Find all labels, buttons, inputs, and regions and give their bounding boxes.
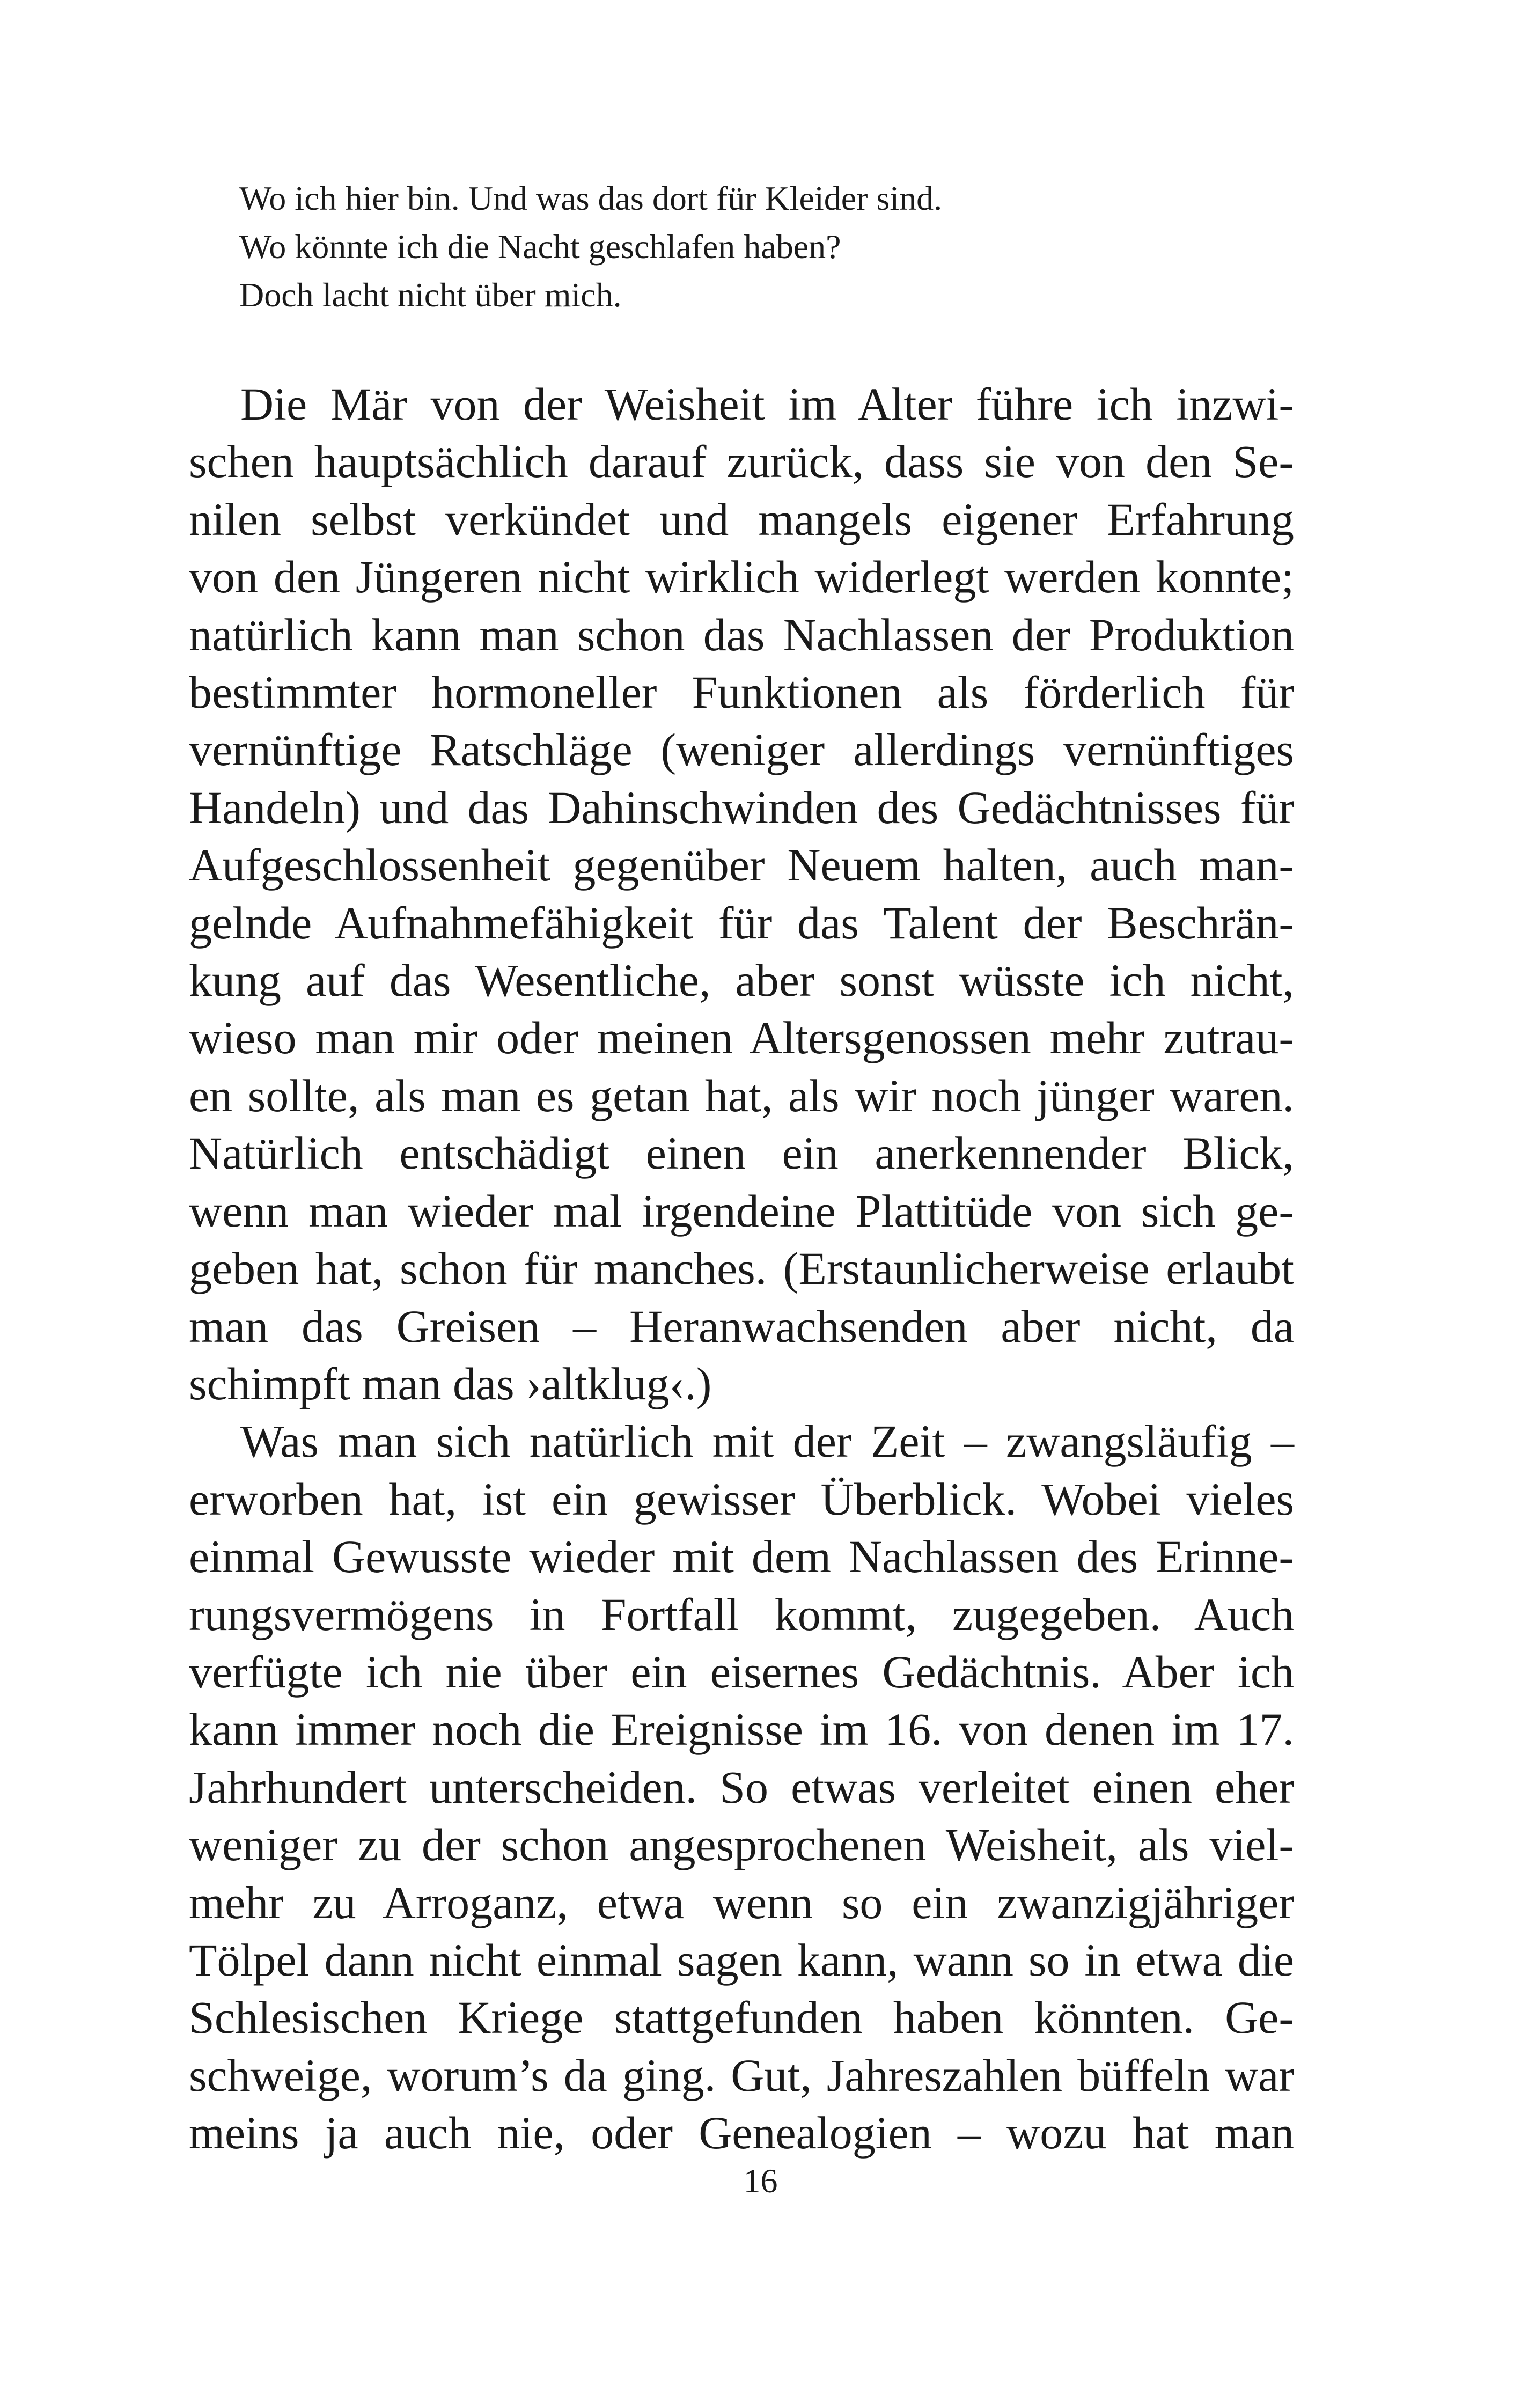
text-line: einmal Gewusste wieder mit dem Nachlassen des Erinne-: [189, 1531, 1294, 1583]
text-line: geben hat, schon für manches. (Erstaunlicherweise erlaubt: [189, 1243, 1294, 1295]
text-line: weniger zu der schon angesprochenen Weisheit, als viel-: [189, 1819, 1294, 1871]
verse-line: Wo ich hier bin. Und was das dort für Kleider sind.: [239, 179, 943, 217]
text-line: wenn man wieder mal irgendeine Plattitüde von sich ge-: [189, 1185, 1294, 1237]
text-line: natürlich kann man schon das Nachlassen der Produktion: [189, 608, 1294, 660]
text-line: vernünftige Ratschläge (weniger allerdings vernünftiges: [189, 724, 1294, 776]
verse-line: Wo könnte ich die Nacht geschlafen haben?: [239, 227, 841, 266]
page-number: 16: [743, 2162, 778, 2200]
text-line: Was man sich natürlich mit der Zeit – zwangsläufig –: [240, 1415, 1294, 1467]
text-line: meins ja auch nie, oder Genealogien – wozu hat man: [189, 2107, 1294, 2159]
text-line: rungsvermögens in Fortfall kommt, zugegeben. Auch: [189, 1588, 1294, 1640]
text-line: kann immer noch die Ereignisse im 16. von denen im 17.: [189, 1704, 1294, 1756]
text-line: Aufgeschlossenheit gegenüber Neuem halten, auch man-: [189, 839, 1294, 891]
text-line: Handeln) und das Dahinschwinden des Gedächtnisses für: [189, 781, 1294, 833]
text-line: Tölpel dann nicht einmal sagen kann, wann so in etwa die: [189, 1934, 1294, 1986]
text-line: von den Jüngeren nicht wirklich widerlegt werden konnte;: [189, 551, 1294, 603]
text-line: Die Mär von der Weisheit im Alter führe ich inzwi-: [240, 378, 1294, 430]
text-line: verfügte ich nie über ein eisernes Gedächtnis. Aber ich: [189, 1646, 1294, 1698]
verse-line: Doch lacht nicht über mich.: [239, 276, 622, 314]
text-line: bestimmter hormoneller Funktionen als förderlich für: [189, 666, 1294, 718]
text-line: nilen selbst verkündet und mangels eigener Erfahrung: [189, 493, 1294, 545]
text-line: Jahrhundert unterscheiden. So etwas verleitet einen eher: [189, 1761, 1294, 1813]
text-line: schweige, worum’s da ging. Gut, Jahreszahlen büffeln war: [189, 2049, 1294, 2101]
text-line: man das Greisen – Heranwachsenden aber nicht, da: [189, 1300, 1294, 1352]
verse-block: [239, 174, 1312, 319]
text-line: wieso man mir oder meinen Altersgenossen mehr zutrau-: [189, 1012, 1294, 1064]
text-line: erworben hat, ist ein gewisser Überblick. Wobei vieles: [189, 1473, 1294, 1525]
paragraph-2: [189, 1413, 1294, 2162]
paragraph-1: [189, 376, 1294, 1413]
text-line: gelnde Aufnahmefähigkeit für das Talent der Beschrän-: [189, 897, 1294, 949]
text-line: en sollte, als man es getan hat, als wir noch jünger waren.: [189, 1069, 1294, 1121]
text-line: schimpft man das ›altklug‹.): [189, 1357, 712, 1409]
text-line: Natürlich entschädigt einen ein anerkennender Blick,: [189, 1127, 1294, 1179]
body-text: [189, 376, 1294, 2162]
text-line: schen hauptsächlich darauf zurück, dass sie von den Se-: [189, 436, 1294, 488]
text-line: kung auf das Wesentliche, aber sonst wüsste ich nicht,: [189, 955, 1294, 1007]
text-line: mehr zu Arroganz, etwa wenn so ein zwanzigjähriger: [189, 1876, 1294, 1928]
text-line: Schlesischen Kriege stattgefunden haben könnten. Ge-: [189, 1992, 1294, 2044]
